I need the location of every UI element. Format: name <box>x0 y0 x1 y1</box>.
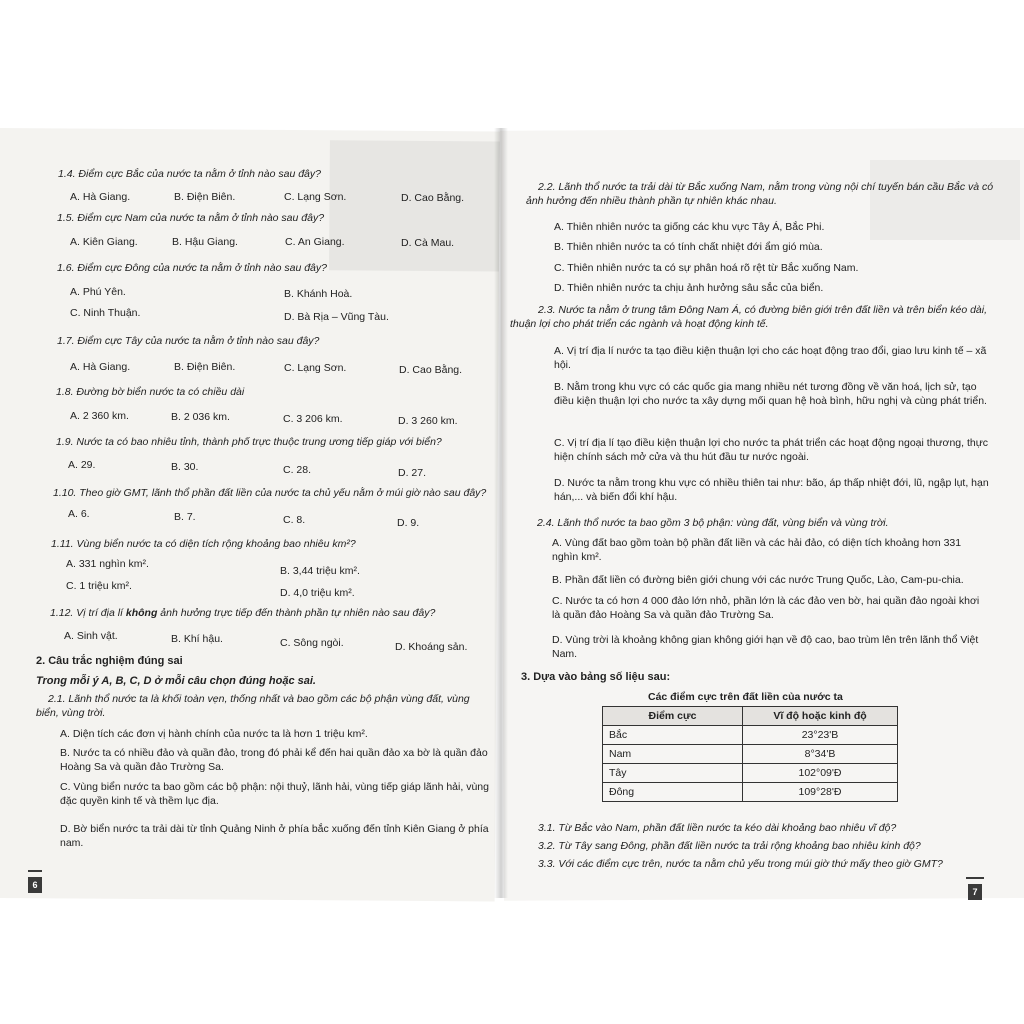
table-header: Điểm cực <box>603 707 743 726</box>
option: D. 3 260 km. <box>398 415 458 427</box>
option: B. 3,44 triệu km². <box>280 565 360 577</box>
table-cell: Đông <box>603 783 743 802</box>
option: A. Phú Yên. <box>70 286 126 298</box>
option: C. 3 206 km. <box>283 413 343 425</box>
page-number-bar <box>28 870 42 872</box>
question-1-6: 1.6. Điểm cực Đông của nước ta nằm ở tỉnh nào sau đây? <box>57 262 327 274</box>
question-2-4: 2.4. Lãnh thổ nước ta bao gồm 3 bộ phận: vùng đất, vùng biển và vùng trời. <box>537 517 889 529</box>
option: A. Vị trí địa lí nước ta tạo điều kiện thuận lợi cho các hoạt động trao đổi, giao lưu kinh tế – xã hội. <box>554 345 987 371</box>
option: C. Lạng Sơn. <box>284 191 347 203</box>
option: A. 6. <box>68 508 90 520</box>
question-1-4: 1.4. Điểm cực Bắc của nước ta nằm ở tỉnh nào sau đây? <box>58 168 321 180</box>
section-2-instruction: Trong mỗi ý A, B, C, D ở mỗi câu chọn đúng hoặc sai. <box>36 675 316 687</box>
bleed-through-shadow <box>329 140 500 271</box>
question-1-5: 1.5. Điểm cực Nam của nước ta nằm ở tỉnh nào sau đây? <box>57 212 325 224</box>
option: B. 2 036 km. <box>171 411 230 423</box>
option: C. Sông ngòi. <box>280 637 344 649</box>
table-cell: Bắc <box>603 726 743 745</box>
option: A. Vùng đất bao gồm toàn bộ phần đất liền và các hải đảo, có diện tích khoảng hơn 331 nghìn km². <box>552 537 962 563</box>
table-cell: Tây <box>603 764 743 783</box>
option: B. Phần đất liền có đường biên giới chung với các nước Trung Quốc, Lào, Cam-pu-chia. <box>552 574 964 586</box>
data-table <box>602 706 898 802</box>
question-1-10: 1.10. Theo giờ GMT, lãnh thổ phần đất liền của nước ta chủ yếu nằm ở múi giờ nào sau đây? <box>53 487 487 499</box>
option: C. An Giang. <box>285 236 345 248</box>
option: D. 9. <box>397 517 420 529</box>
option: B. Nước ta có nhiều đảo và quần đảo, trong đó phải kể đến hai quần đảo xa bờ là quần đảo Hoàng Sa và quần đảo Trường Sa. <box>60 747 488 773</box>
option: D. Khoáng sản. <box>395 641 468 653</box>
option: A. Hà Giang. <box>70 361 131 373</box>
option: D. Cao Bằng. <box>401 192 465 204</box>
option: D. Bờ biển nước ta trải dài từ tỉnh Quảng Ninh ở phía bắc xuống đến tỉnh Kiên Giang ở phía nam. <box>60 823 489 849</box>
option: D. Thiên nhiên nước ta chịu ảnh hưởng sâu sắc của biển. <box>554 282 824 294</box>
table-header-row <box>603 707 898 726</box>
question-3-1: 3.1. Từ Bắc vào Nam, phần đất liền nước ta kéo dài khoảng bao nhiêu vĩ độ? <box>538 822 897 834</box>
question-1-7: 1.7. Điểm cực Tây của nước ta nằm ở tỉnh nào sau đây? <box>57 335 320 347</box>
option: C. 8. <box>283 514 306 526</box>
table-caption: Các điểm cực trên đất liền của nước ta <box>648 691 843 703</box>
option: B. 30. <box>171 461 199 473</box>
option: B. Khí hậu. <box>171 633 223 645</box>
option: C. 1 triệu km². <box>66 580 132 592</box>
option: D. Cao Bằng. <box>399 364 463 376</box>
option: B. Khánh Hoà. <box>284 288 353 300</box>
option: A. 2 360 km. <box>70 410 129 422</box>
option: B. Thiên nhiên nước ta có tính chất nhiệt đới ẩm gió mùa. <box>554 241 823 253</box>
table-row <box>603 764 898 783</box>
option: C. Vị trí địa lí tạo điều kiện thuận lợi cho nước ta phát triển các hoạt động ngoại thương, thực hiện chính sách mở cửa và thu hút đầu tư nước ngoài. <box>554 437 988 463</box>
option: A. Hà Giang. <box>70 191 131 203</box>
question-1-11: 1.11. Vùng biển nước ta có diện tích rộng khoảng bao nhiêu km²? <box>51 538 356 550</box>
page-number: 6 <box>28 877 42 893</box>
option: A. Sinh vật. <box>64 630 118 642</box>
option: D. Nước ta nằm trong khu vực có nhiều thiên tai như: bão, áp thấp nhiệt đới, lũ, ngập lụt, hạn hán,... và biến đổi khí hậu. <box>554 477 989 503</box>
option: C. Nước ta có hơn 4 000 đảo lớn nhỏ, phần lớn là các đảo ven bờ, hai quần đảo ngoài khơi là quần đảo Hoàng Sa và quần đảo Trường Sa. <box>552 595 980 621</box>
question-3-3: 3.3. Với các điểm cực trên, nước ta nằm chủ yếu trong múi giờ thứ mấy theo giờ GMT? <box>538 858 943 870</box>
table-row <box>603 745 898 764</box>
section-2-title: 2. Câu trắc nghiệm đúng sai <box>36 655 183 667</box>
table-header: Vĩ độ hoặc kinh độ <box>743 707 898 726</box>
question-2-2: 2.2. Lãnh thổ nước ta trải dài từ Bắc xuống Nam, nằm trong vùng nội chí tuyến bán cầu Bắc và có ảnh hưởng đến nhiều thành phần tự nhiên khác nhau. <box>526 181 994 207</box>
option: B. Hậu Giang. <box>172 236 238 248</box>
option: D. 27. <box>398 467 427 479</box>
option: A. Diện tích các đơn vị hành chính của nước ta là hơn 1 triệu km². <box>60 728 368 740</box>
option: A. Thiên nhiên nước ta giống các khu vực Tây Á, Bắc Phi. <box>554 221 825 233</box>
book-gutter <box>494 128 508 898</box>
option: C. Thiên nhiên nước ta có sự phân hoá rõ rệt từ Bắc xuống Nam. <box>554 262 859 274</box>
table-cell: 23°23'B <box>743 726 898 745</box>
question-2-1: 2.1. Lãnh thổ nước ta là khối toàn vẹn, thống nhất và bao gồm các bộ phận vùng đất, vùng biển, vùng trời. <box>36 693 470 719</box>
question-1-8: 1.8. Đường bờ biển nước ta có chiều dài <box>56 386 245 398</box>
option: C. Lạng Sơn. <box>284 362 347 374</box>
option: A. 331 nghìn km². <box>66 558 149 570</box>
option: D. Vùng trời là khoảng không gian không giới hạn về độ cao, bao trùm lên trên lãnh thổ Việt Nam. <box>552 634 979 660</box>
table-cell: 8°34'B <box>743 745 898 764</box>
table-row <box>603 783 898 802</box>
page-number: 7 <box>968 884 982 900</box>
option: A. 29. <box>68 459 96 471</box>
option: B. Nằm trong khu vực có các quốc gia mang nhiều nét tương đồng về văn hoá, lịch sử, tạo điều kiện thuận lợi cho nước ta xây dựng mối quan hệ hoà bình, hữu nghị và cùng phát triển. <box>554 381 987 407</box>
table-cell: Nam <box>603 745 743 764</box>
section-3-title: 3. Dựa vào bảng số liệu sau: <box>521 671 671 683</box>
question-2-3: 2.3. Nước ta nằm ở trung tâm Đông Nam Á, có đường biên giới trên đất liền và trên biển kéo dài, thuận lợi cho phát triển các ngành và hoạt động kinh tế. <box>510 304 988 330</box>
option: C. Ninh Thuận. <box>70 307 141 319</box>
page-number-bar <box>966 877 984 879</box>
option: D. 4,0 triệu km². <box>280 587 355 599</box>
option: A. Kiên Giang. <box>70 236 138 248</box>
option: C. 28. <box>283 464 312 476</box>
option: C. Vùng biển nước ta bao gồm các bộ phận: nội thuỷ, lãnh hải, vùng tiếp giáp lãnh hải, vùng đặc quyền kinh tế và thềm lục địa. <box>60 781 489 807</box>
table-cell: 102°09'Đ <box>743 764 898 783</box>
question-1-9: 1.9. Nước ta có bao nhiêu tỉnh, thành phố trực thuộc trung ương tiếp giáp với biển? <box>56 436 442 448</box>
table-cell: 109°28'Đ <box>743 783 898 802</box>
option: D. Bà Rịa – Vũng Tàu. <box>284 311 389 323</box>
option: B. Điện Biên. <box>174 361 236 373</box>
question-1-12: 1.12. Vị trí địa lí không ảnh hưởng trực tiếp đến thành phần tự nhiên nào sau đây? <box>50 607 436 619</box>
question-3-2: 3.2. Từ Tây sang Đông, phần đất liền nước ta trải rộng khoảng bao nhiêu kinh độ? <box>538 840 921 852</box>
option: B. 7. <box>174 511 196 523</box>
option: B. Điện Biên. <box>174 191 236 203</box>
option: D. Cà Mau. <box>401 237 455 249</box>
table-row <box>603 726 898 745</box>
